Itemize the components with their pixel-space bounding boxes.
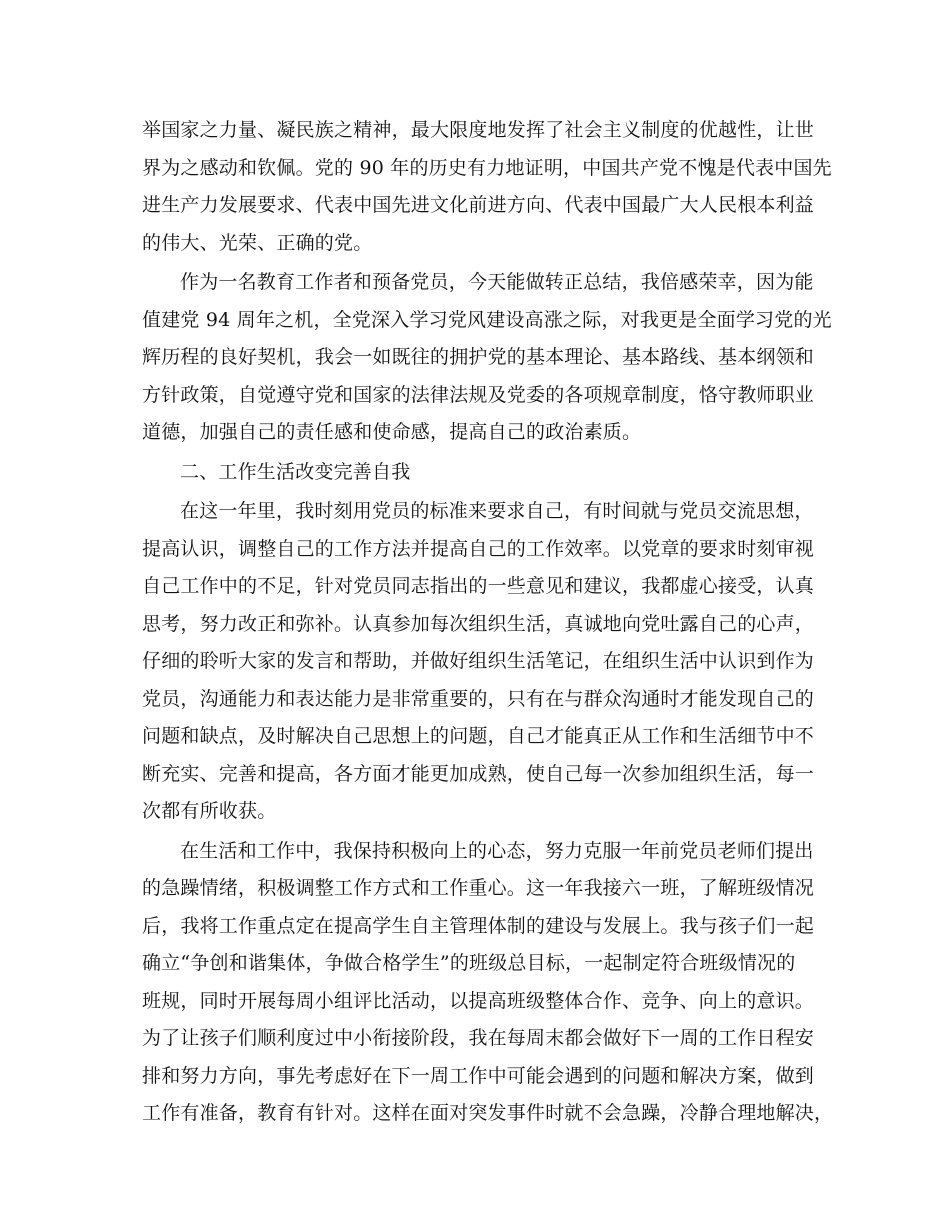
text-line: 仔细的聆听大家的发言和帮助，并做好组织生活笔记，在组织生活中认识到作为	[142, 650, 815, 672]
text-line: 作为一名教育工作者和预备党员，今天能做转正总结，我倍感荣幸，因为能	[180, 271, 814, 293]
text-line: 后，我将工作重点定在提高学生自主管理体制的建设与发展上。我与孩子们一起	[142, 914, 815, 937]
text-line: 界为之感动和钦佩。党的 90 年的历史有力地证明，中国共产党不愧是代表中国先	[142, 156, 832, 179]
text-line: 工作有准备，教育有针对。这样在面对突发事件时就不会急躁，冷静合理地解决，	[142, 1102, 834, 1124]
text-line: 断充实、完善和提高，各方面才能更加成熟，使自己每一次参加组织生活，每一	[142, 762, 815, 785]
text-line: 次都有所收获。	[142, 800, 277, 822]
text-line: 举国家之力量、凝民族之精神，最大限度地发挥了社会主义制度的优越性，让世	[142, 119, 815, 141]
text-line: 道德，加强自己的责任感和使命感，提高自己的政治素质。	[142, 421, 642, 443]
paragraph-4	[142, 833, 834, 1133]
text-line: 班规，同时开展每周小组评比活动，以提高班级整体合作、竞争、向上的意识。	[142, 989, 815, 1012]
paragraph-1	[142, 112, 832, 262]
text-line: 思考，努力改正和弥补。认真参加每次组织生活，真诚地向党吐露自己的心声，	[142, 612, 815, 635]
text-line: 党员，沟通能力和表达能力是非常重要的，只有在与群众沟通时才能发现自己的	[142, 687, 815, 710]
text-line: 确立“争创和谐集体，争做合格学生”的班级总目标，一起制定符合班级情况的	[142, 952, 796, 974]
text-line: 在生活和工作中，我保持积极向上的心态，努力克服一年前党员老师们提出	[180, 839, 814, 862]
text-line: 辉历程的良好契机，我会一如既往的拥护党的基本理论、基本路线、基本纲领和	[142, 346, 815, 368]
document-body	[142, 112, 834, 1133]
text-line: 为了让孩子们顺利度过中小衔接阶段，我在每周末都会做好下一周的工作日程安	[142, 1027, 815, 1049]
section-heading-text: 二、工作生活改变完善自我	[180, 460, 411, 483]
text-line: 的急躁情绪，积极调整工作方式和工作重心。这一年我接六一班，了解班级情况	[142, 877, 815, 899]
section-heading	[142, 454, 810, 492]
text-line: 在这一年里，我时刻用党员的标准来要求自己，有时间就与党员交流思想，	[180, 500, 814, 522]
text-line: 方针政策，自觉遵守党和国家的法律法规及党委的各项规章制度，恪守教师职业	[142, 383, 815, 406]
text-line: 值建党 94 周年之机，全党深入学习党风建设高涨之际，对我更是全面学习党的光	[142, 308, 832, 331]
text-line: 自己工作中的不足，针对党员同志指出的一些意见和建议，我都虚心接受，认真	[142, 575, 815, 597]
paragraph-2	[142, 264, 832, 452]
text-line: 进生产力发展要求、代表中国先进文化前进方向、代表中国最广大人民根本利益	[142, 194, 815, 216]
text-line: 提高认识，调整自己的工作方法并提高自己的工作效率。以党章的要求时刻审视	[142, 537, 815, 560]
text-line: 排和努力方向，事先考虑好在下一周工作中可能会遇到的问题和解决方案，做到	[142, 1064, 815, 1087]
paragraph-3	[142, 493, 815, 831]
text-line: 问题和缺点，及时解决自己思想上的问题，自己才能真正从工作和生活细节中不	[142, 725, 815, 747]
text-line: 的伟大、光荣、正确的党。	[142, 231, 373, 254]
